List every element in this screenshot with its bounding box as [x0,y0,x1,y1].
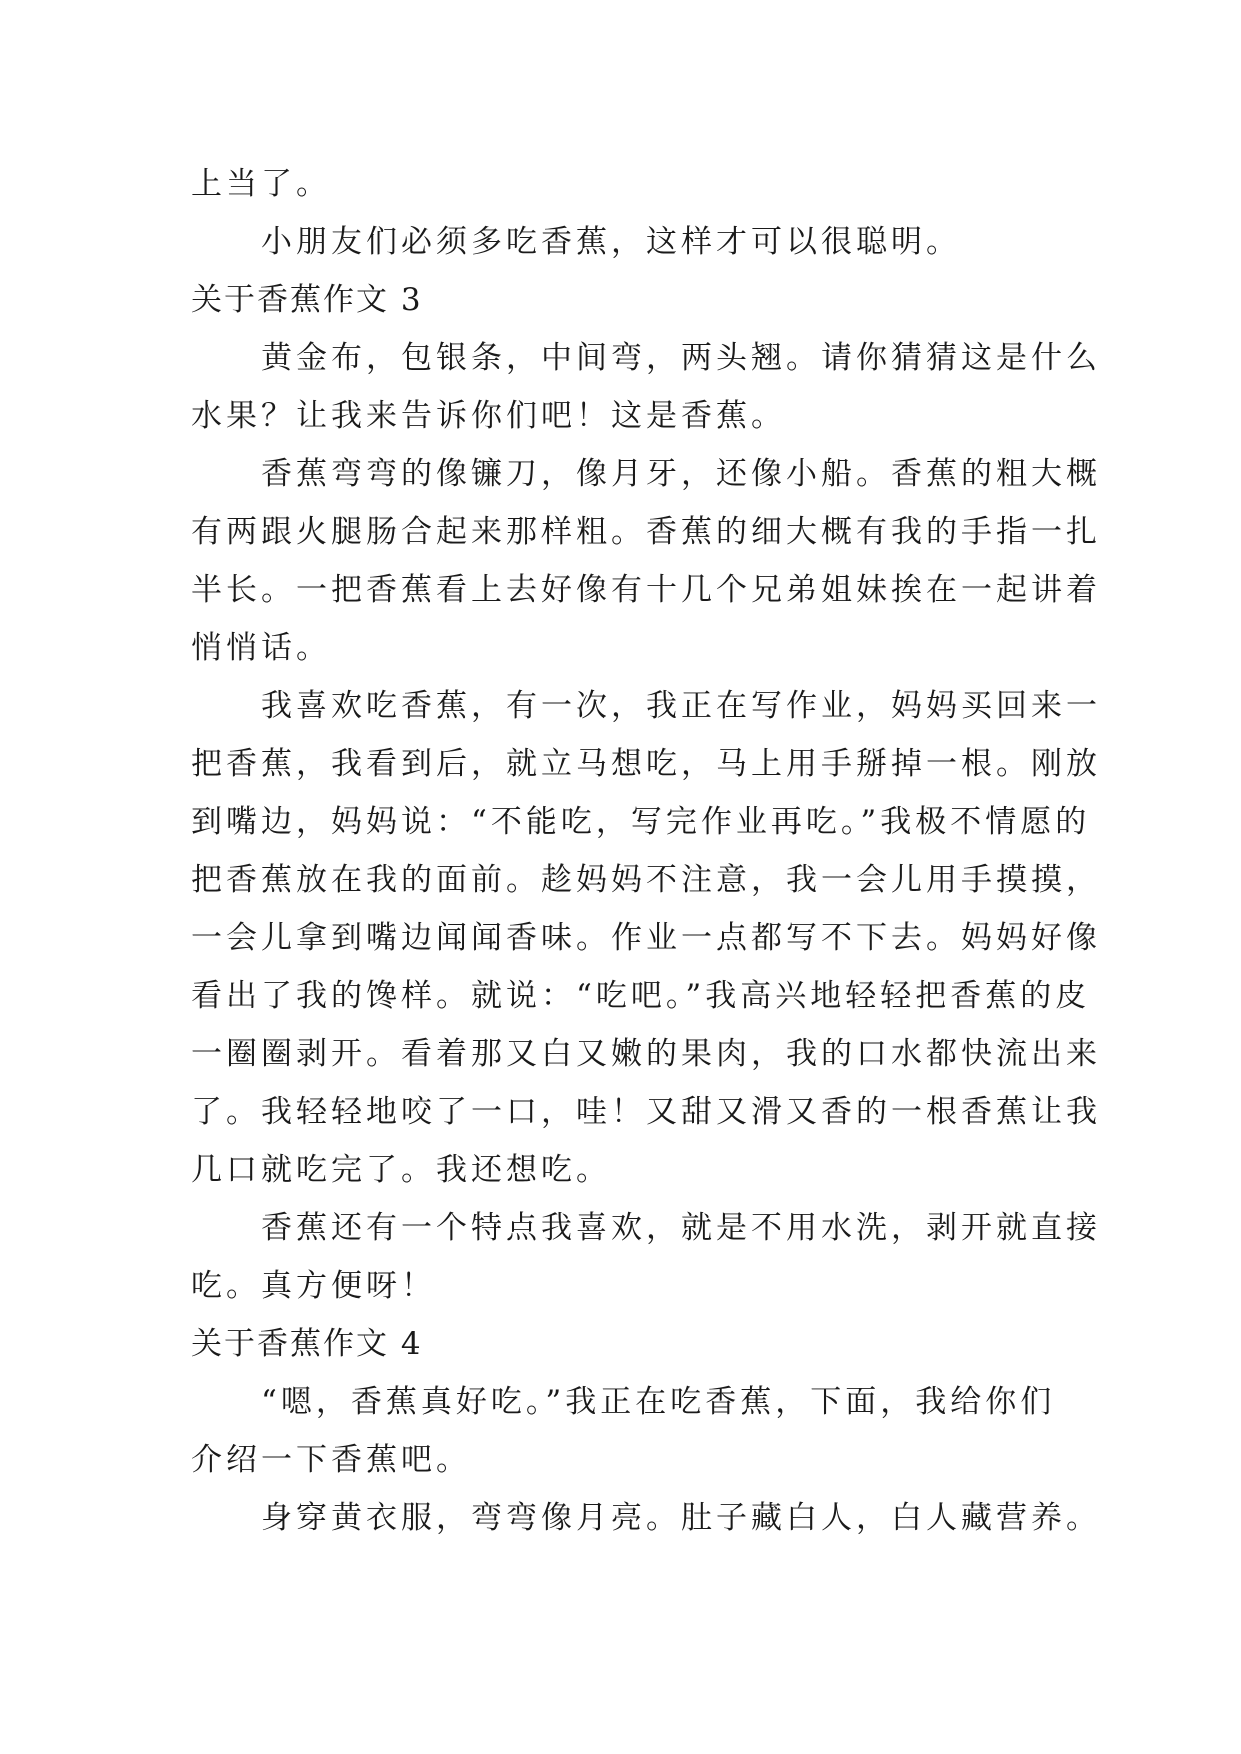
text-line: 到嘴边，妈妈说：“不能吃，写完作业再吃。”我极不情愿的 [191,804,1091,840]
text-line: 水果？让我来告诉你们吧！这是香蕉。 [191,398,786,434]
text-line: 上当了。 [191,166,331,202]
paragraph-line: 身穿黄衣服，弯弯像月亮。肚子藏白人，白人藏营养。 [261,1500,1101,1536]
essay-text [191,155,1101,1547]
text-line: 了。我轻轻地咬了一口，哇！又甜又滑又香的一根香蕉让我 [191,1094,1101,1130]
paragraph-line: 我喜欢吃香蕉，有一次，我正在写作业，妈妈买回来一 [261,688,1101,724]
text-line: 介绍一下香蕉吧。 [191,1442,471,1478]
paragraph-line: “嗯，香蕉真好吃。”我正在吃香蕉，下面，我给你们 [261,1384,1056,1420]
paragraph-line: 香蕉弯弯的像镰刀，像月牙，还像小船。香蕉的粗大概 [261,456,1101,492]
text-line: 看出了我的馋样。就说：“吃吧。”我高兴地轻轻把香蕉的皮 [191,978,1091,1014]
text-line: 几口就吃完了。我还想吃。 [191,1152,611,1188]
paragraph-line: 小朋友们必须多吃香蕉，这样才可以很聪明。 [261,224,961,260]
text-line: 把香蕉放在我的面前。趁妈妈不注意，我一会儿用手摸摸， [191,862,1101,898]
text-line: 半长。一把香蕉看上去好像有十几个兄弟姐妹挨在一起讲着 [191,572,1101,608]
text-line: 把香蕉，我看到后，就立马想吃，马上用手掰掉一根。刚放 [191,746,1101,782]
text-line: 悄悄话。 [191,630,331,666]
section-heading: 关于香蕉作文 3 [191,282,423,318]
text-line: 一圈圈剥开。看着那又白又嫩的果肉，我的口水都快流出来 [191,1036,1101,1072]
text-line: 吃。真方便呀！ [191,1268,436,1304]
paragraph-line: 黄金布，包银条，中间弯，两头翘。请你猜猜这是什么 [261,340,1101,376]
section-heading: 关于香蕉作文 4 [191,1326,423,1362]
text-line: 一会儿拿到嘴边闻闻香味。作业一点都写不下去。妈妈好像 [191,920,1101,956]
text-line: 有两跟火腿肠合起来那样粗。香蕉的细大概有我的手指一扎 [191,514,1101,550]
paragraph-line: 香蕉还有一个特点我喜欢，就是不用水洗，剥开就直接 [261,1210,1101,1246]
